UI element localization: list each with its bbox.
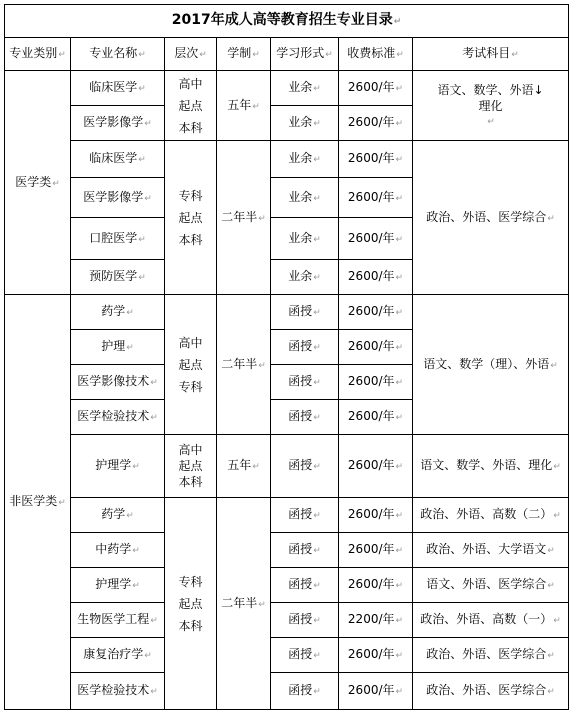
duration-cell: 五年↵ [217, 71, 271, 141]
major-name: 口腔医学↵ [71, 218, 165, 260]
level-cell: 高中 起点 本科 [165, 71, 217, 141]
major-name: 预防医学↵ [71, 260, 165, 295]
study-mode: 函授↵ [271, 330, 339, 365]
major-name: 康复治疗学↵ [71, 638, 165, 673]
duration-cell: 二年半↵ [217, 141, 271, 295]
major-name: 护理↵ [71, 330, 165, 365]
table-row [5, 295, 569, 330]
level-cell: 专科 起点 本科 [165, 141, 217, 295]
exam-subjects: 政治、外语、高数（二）↵ [413, 498, 569, 533]
study-mode: 业余↵ [271, 218, 339, 260]
table-row [5, 71, 569, 106]
header-exam-subjects: 考试科目↵ [413, 38, 569, 71]
major-name: 护理学↵ [71, 568, 165, 603]
level-cell: 高中 起点 专科 [165, 295, 217, 435]
fee: 2600/年↵ [339, 295, 413, 330]
major-name: 医学影像学↵ [71, 106, 165, 141]
study-mode: 业余↵ [271, 106, 339, 141]
level-cell: 专科 起点 本科 [165, 498, 217, 710]
study-mode: 函授↵ [271, 365, 339, 400]
exam-subjects: 政治、外语、医学综合↵ [413, 141, 569, 295]
fee: 2600/年↵ [339, 71, 413, 106]
table-title: 2017年成人高等教育招生专业目录↵ [5, 5, 569, 38]
exam-subjects: 语文、数学（理）、外语↵ [413, 295, 569, 435]
major-name: 临床医学↵ [71, 71, 165, 106]
study-mode: 业余↵ [271, 141, 339, 178]
major-name: 医学影像学↵ [71, 178, 165, 218]
study-mode: 函授↵ [271, 295, 339, 330]
header-category: 专业类别↵ [5, 38, 71, 71]
fee: 2600/年↵ [339, 568, 413, 603]
header-study-mode: 学习形式↵ [271, 38, 339, 71]
study-mode: 函授↵ [271, 435, 339, 498]
fee: 2600/年↵ [339, 106, 413, 141]
exam-subjects: 语文、外语、医学综合↵ [413, 568, 569, 603]
fee: 2600/年↵ [339, 435, 413, 498]
study-mode: 业余↵ [271, 71, 339, 106]
major-name: 医学影像技术↵ [71, 365, 165, 400]
fee: 2600/年↵ [339, 400, 413, 435]
fee: 2600/年↵ [339, 218, 413, 260]
fee: 2600/年↵ [339, 365, 413, 400]
table-row [5, 498, 569, 533]
major-name: 临床医学↵ [71, 141, 165, 178]
level-cell: 高中 起点 本科 [165, 435, 217, 498]
table-row [5, 673, 569, 710]
header-row [5, 38, 569, 71]
major-name: 医学检验技术↵ [71, 400, 165, 435]
header-duration: 学制↵ [217, 38, 271, 71]
major-name: 医学检验技术↵ [71, 673, 165, 710]
header-level: 层次↵ [165, 38, 217, 71]
table-row [5, 568, 569, 603]
category-medical: 医学类↵ [5, 71, 71, 295]
exam-subjects: 政治、外语、高数（一）↵ [413, 603, 569, 638]
fee: 2600/年↵ [339, 260, 413, 295]
major-name: 药学↵ [71, 295, 165, 330]
fee: 2600/年↵ [339, 141, 413, 178]
category-nonmedical: 非医学类↵ [5, 295, 71, 710]
fee: 2200/年↵ [339, 603, 413, 638]
study-mode: 业余↵ [271, 178, 339, 218]
header-major: 专业名称↵ [71, 38, 165, 71]
fee: 2600/年↵ [339, 638, 413, 673]
major-name: 生物医学工程↵ [71, 603, 165, 638]
exam-subjects: 政治、外语、医学综合↵ [413, 638, 569, 673]
study-mode: 函授↵ [271, 673, 339, 710]
fee: 2600/年↵ [339, 533, 413, 568]
exam-subjects: 政治、外语、医学综合↵ [413, 673, 569, 710]
major-catalog-table [4, 4, 569, 710]
major-name: 中药学↵ [71, 533, 165, 568]
table-row [5, 141, 569, 178]
duration-cell: 五年↵ [217, 435, 271, 498]
table-row [5, 638, 569, 673]
study-mode: 函授↵ [271, 568, 339, 603]
study-mode: 业余↵ [271, 260, 339, 295]
duration-cell: 二年半↵ [217, 295, 271, 435]
fee: 2600/年↵ [339, 673, 413, 710]
study-mode: 函授↵ [271, 498, 339, 533]
header-fee: 收费标准↵ [339, 38, 413, 71]
table-row [5, 435, 569, 498]
study-mode: 函授↵ [271, 400, 339, 435]
study-mode: 函授↵ [271, 533, 339, 568]
study-mode: 函授↵ [271, 638, 339, 673]
exam-subjects: 语文、数学、外语↓ 理化 ↵ [413, 71, 569, 141]
table-row [5, 603, 569, 638]
major-name: 药学↵ [71, 498, 165, 533]
exam-subjects: 政治、外语、大学语文↵ [413, 533, 569, 568]
duration-cell: 二年半↵ [217, 498, 271, 710]
exam-subjects: 语文、数学、外语、理化↵ [413, 435, 569, 498]
fee: 2600/年↵ [339, 330, 413, 365]
fee: 2600/年↵ [339, 178, 413, 218]
fee: 2600/年↵ [339, 498, 413, 533]
table-row [5, 533, 569, 568]
major-name: 护理学↵ [71, 435, 165, 498]
study-mode: 函授↵ [271, 603, 339, 638]
